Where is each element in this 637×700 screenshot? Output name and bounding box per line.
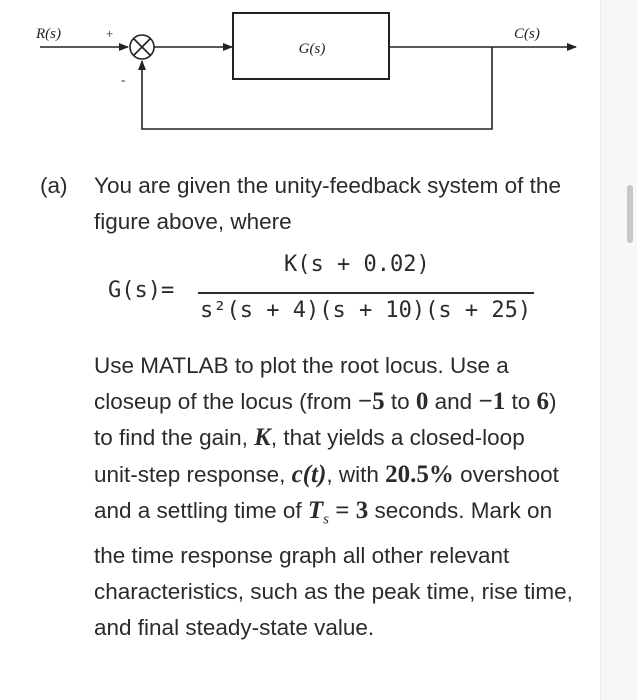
plus-sign: + — [106, 26, 114, 41]
range-end-1: 0 — [415, 388, 429, 416]
scrollbar-thumb[interactable] — [627, 185, 633, 243]
summing-junction — [130, 35, 154, 59]
problem-intro: You are given the unity-feedback system of the figure above, where — [94, 173, 561, 234]
body-text-2: to — [384, 389, 416, 415]
part-label: (a) — [40, 173, 68, 198]
minus-sign: - — [121, 72, 126, 87]
body-text-6: , that yields a closed-loop unit-step response, — [94, 425, 525, 487]
problem-body — [94, 348, 574, 646]
body-text-3: and — [428, 389, 479, 415]
body-text-5: ) to find the gain, — [94, 389, 557, 451]
block-label: G(s) — [298, 41, 326, 57]
equation-numerator: K(s + 0.02) — [284, 252, 430, 277]
equation-lhs: G(s)= — [108, 278, 175, 303]
body-text-8: overshoot and a settling time of — [94, 461, 559, 523]
input-label: R(s) — [36, 26, 61, 42]
equation-denominator: s²(s + 4)(s + 10)(s + 25) — [200, 298, 532, 323]
body-text-4: to — [505, 389, 537, 415]
output-label: C(s) — [514, 26, 540, 42]
range-end-2: 6 — [536, 388, 549, 416]
transfer-function-equation — [108, 252, 548, 332]
body-text-9: seconds. Mark on the time response graph all other relevant characteristics, such as the peak time, rise time, and final steady-state value. — [94, 497, 573, 640]
body-text-1: Use MATLAB to plot the root locus. Use a closeup of the locus (from — [94, 353, 509, 415]
block-diagram — [0, 0, 600, 150]
range-start-2: −1 — [478, 388, 506, 416]
range-start-1: −5 — [357, 388, 385, 416]
scrollbar-track[interactable] — [600, 0, 637, 700]
fraction-bar — [198, 292, 534, 294]
response-symbol: c(t) — [291, 460, 327, 488]
settling-time-symbol: T — [307, 496, 324, 524]
gain-symbol: K — [254, 424, 271, 452]
settling-time-value: = 3 — [329, 496, 369, 524]
settling-time-subscript: s — [323, 511, 329, 528]
body-text-7: , with — [326, 461, 386, 487]
overshoot-value: 20.5% — [385, 460, 454, 488]
